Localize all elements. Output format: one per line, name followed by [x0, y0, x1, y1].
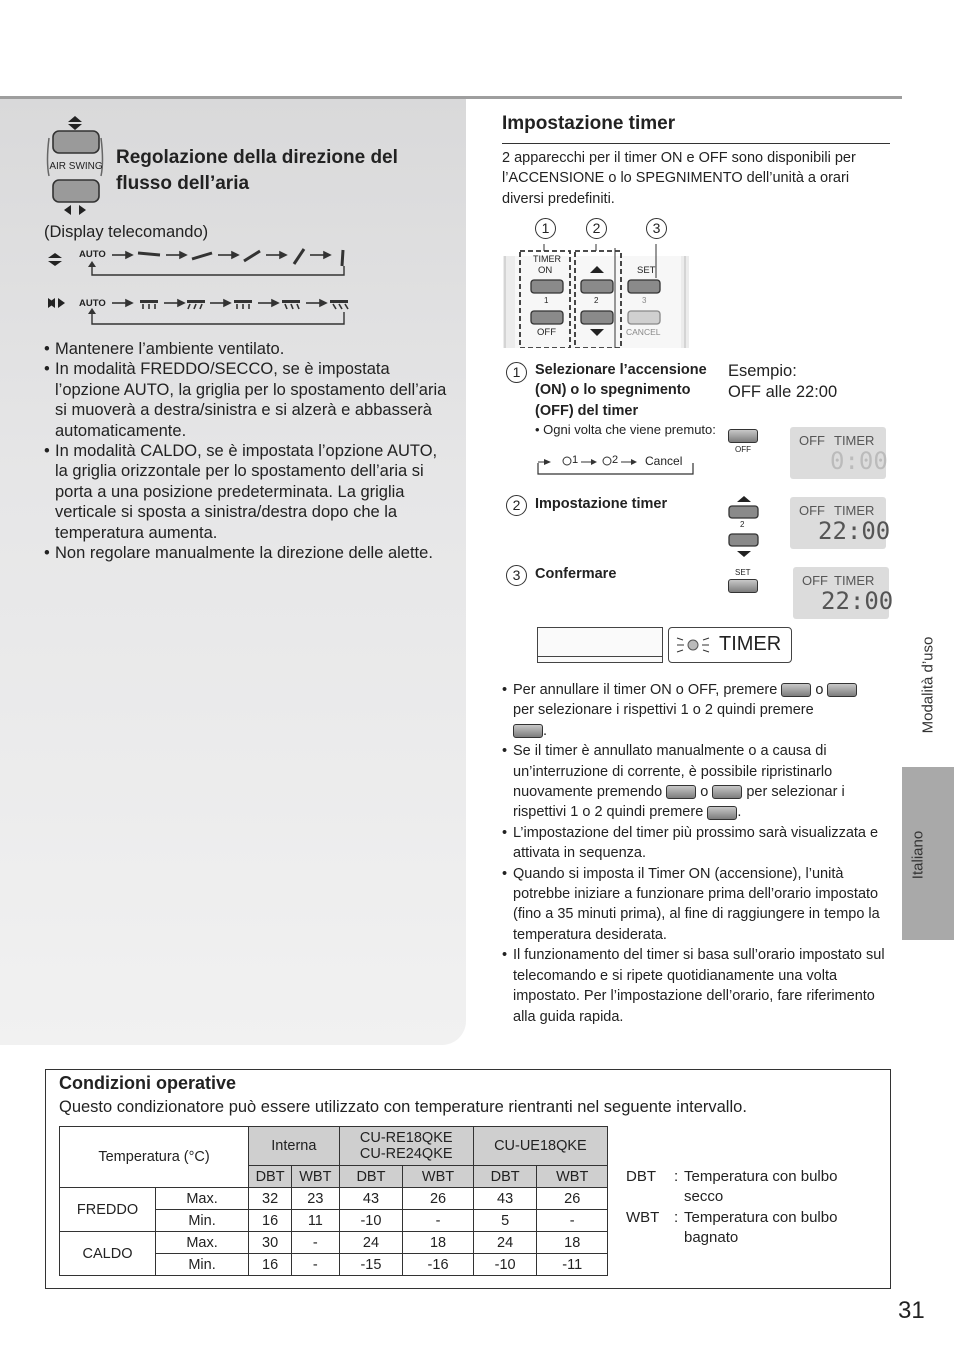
value-cell: 5 — [473, 1210, 537, 1232]
mode-cell: FREDDO — [60, 1188, 156, 1232]
mode-cell: CALDO — [60, 1232, 156, 1276]
value-cell: -11 — [537, 1254, 608, 1276]
up-down-buttons — [728, 494, 760, 560]
value-cell: - — [537, 1210, 608, 1232]
step-1-number: 1 — [506, 362, 527, 383]
remote-2-label: 2 — [594, 296, 599, 305]
value-cell: -16 — [403, 1254, 474, 1276]
set-button-label: SET — [735, 568, 751, 577]
value-cell: - — [292, 1232, 340, 1254]
step-3-number: 3 — [506, 565, 527, 586]
value-cell: 26 — [537, 1188, 608, 1210]
display-label: (Display telecomando) — [44, 223, 209, 241]
note-1: • Per annullare il timer ON o OFF, premere o per selezionare i rispettivi 1 o 2 quindi premere . — [502, 680, 890, 741]
limit-cell: Max. — [156, 1188, 249, 1210]
lcd-off: OFF — [799, 433, 825, 448]
sub-header: DBT — [249, 1166, 292, 1188]
sub-header: WBT — [537, 1166, 608, 1188]
note-3: • L’impostazione del timer più prossimo sarà visualizzata e attivata in sequenza. — [502, 823, 890, 864]
value-cell: 32 — [249, 1188, 292, 1210]
value-cell: 24 — [473, 1232, 537, 1254]
value-cell: 16 — [249, 1254, 292, 1276]
lcd-step3 — [793, 567, 894, 619]
timer-notes — [502, 680, 890, 1027]
on-button-icon — [781, 683, 811, 697]
auto-label-horizontal: AUTO — [79, 298, 106, 309]
air-swing-label: AIR SWING — [49, 161, 103, 172]
timer-indicator — [668, 627, 792, 663]
note-4: • Quando si imposta il Timer ON (accensione), l’unità potrebbe iniziare a funzionare prima dell’orario impostato (fino a 35 minuti prima), al fine di raggiungere in tempo la temperatura desiderata. — [502, 864, 890, 946]
value-cell: - — [403, 1210, 474, 1232]
value-cell: 24 — [339, 1232, 403, 1254]
airflow-bullet: • In modalità CALDO, se è impostata l’opzione AUTO, la griglia orizzontale per lo spostamento dell’aria si porta a una posizione predeterminata. La griglia verticale si sposta a sinistra/destra dopo che la temperatura aumenta. — [44, 441, 454, 543]
group-header: CU-UE18QKE — [473, 1127, 607, 1166]
value-cell: -10 — [339, 1210, 403, 1232]
cycle-1: 1 — [572, 454, 579, 466]
note-5: • Il funzionamento del timer si basa sull’orario impostato sul telecomando e si ripete quotidianamente una volta impostato. Per l’impostazione dell’orario, fare riferimento alla guida rapida. — [502, 945, 890, 1027]
airflow-bullet: • Non regolare manualmente la direzione delle alette. — [44, 543, 454, 563]
lcd-step1 — [790, 427, 886, 479]
lcd-time: 0:00 — [830, 447, 888, 475]
sub-header: WBT — [292, 1166, 340, 1188]
legend — [626, 1167, 876, 1249]
example-value: OFF alle 22:00 — [728, 383, 838, 401]
callout-2: 2 — [586, 218, 607, 239]
value-cell: -10 — [473, 1254, 537, 1276]
sub-header: DBT — [339, 1166, 403, 1188]
conditions-title: Condizioni operative — [59, 1073, 237, 1093]
lcd-off: OFF — [799, 503, 825, 518]
sub-header: WBT — [403, 1166, 474, 1188]
page-number: 31 — [898, 1297, 925, 1324]
up-down-2-label: 2 — [740, 520, 745, 529]
remote-on-label: ON — [538, 265, 553, 276]
lcd-time: 22:00 — [821, 587, 894, 615]
cycle-cancel: Cancel — [645, 454, 683, 468]
airflow-bullet: • In modalità FREDDO/SECCO, se è impostata l’opzione AUTO, la griglia per lo spostamento dell’aria si muoverà a destra/sinistra e si alzerà e abbasserà automaticamente. — [44, 359, 454, 441]
value-cell: 26 — [403, 1188, 474, 1210]
lcd-timer: TIMER — [834, 433, 875, 448]
lcd-off: OFF — [802, 573, 828, 588]
airflow-bullets — [44, 339, 454, 563]
remote-off-label: OFF — [537, 327, 556, 338]
airflow-bullet: • Mantenere l’ambiente ventilato. — [44, 339, 454, 359]
off-button-icon — [827, 683, 857, 697]
callout-1: 1 — [535, 218, 556, 239]
timer-indicator-label: TIMER — [719, 633, 782, 655]
set-button-icon — [728, 579, 758, 593]
cycle-diagram — [535, 450, 705, 480]
value-cell: 18 — [537, 1232, 608, 1254]
lcd-timer: TIMER — [834, 573, 875, 588]
sub-header: DBT — [473, 1166, 537, 1188]
value-cell: 43 — [339, 1188, 403, 1210]
temp-header: Temperatura (°C) — [60, 1127, 249, 1188]
group-header: Interna — [249, 1127, 340, 1166]
step-3-text: Confermare — [535, 566, 617, 582]
step-2-number: 2 — [506, 495, 527, 516]
value-cell: 30 — [249, 1232, 292, 1254]
group-header: CU-RE18QKE CU-RE24QKE — [339, 1127, 473, 1166]
step-2-text: Impostazione timer — [535, 496, 668, 512]
set-button-step3 — [728, 568, 758, 595]
limit-cell: Min. — [156, 1210, 249, 1232]
table-row — [60, 1232, 608, 1254]
conditions-intro: Questo condizionatore può essere utilizzato con temperature rientranti nel seguente intervallo. — [59, 1098, 747, 1116]
value-cell: - — [292, 1254, 340, 1276]
value-cell: 23 — [292, 1188, 340, 1210]
example-label: Esempio: — [728, 362, 797, 380]
remote-control — [503, 238, 690, 348]
step-1-sub: • Ogni volta che viene premuto: — [535, 422, 716, 437]
legend-item: WBT : Temperatura con bulbo bagnato — [626, 1208, 838, 1247]
off-button-label: OFF — [735, 445, 751, 454]
step-1-sub-text: Ogni volta che viene premuto: — [543, 422, 716, 437]
value-cell: -15 — [339, 1254, 403, 1276]
value-cell: 11 — [292, 1210, 340, 1232]
off-button-icon — [728, 429, 758, 443]
remote-set-label: SET — [637, 265, 656, 276]
remote-3-label: 3 — [642, 296, 647, 305]
legend-item: DBT : Temperatura con bulbo secco — [626, 1168, 838, 1206]
auto-label-vertical: AUTO — [79, 249, 106, 260]
indoor-unit — [537, 627, 663, 663]
remote-1-label: 1 — [544, 296, 549, 305]
limit-cell: Max. — [156, 1232, 249, 1254]
cycle-2: 2 — [612, 454, 619, 466]
timer-title-rule — [502, 143, 890, 144]
remote-cancel-label: CANCEL — [626, 327, 661, 337]
limit-cell: Min. — [156, 1254, 249, 1276]
on-button-icon — [666, 785, 696, 799]
vertical-swing-sequence — [44, 244, 364, 330]
lamp-icon — [673, 628, 713, 662]
remote-timer-label: TIMER — [533, 254, 561, 264]
lcd-step2 — [790, 497, 891, 549]
timer-title: Impostazione timer — [502, 113, 676, 134]
value-cell: 16 — [249, 1210, 292, 1232]
remote-illustration — [503, 238, 690, 348]
value-cell: 43 — [473, 1188, 537, 1210]
note-2: • Se il timer è annullato manualmente o a causa di un’interruzione di corrente, è possibile ripristinarlo nuovamente premendo o per selezionar i rispettivi 1 o 2 quindi premere . — [502, 743, 845, 821]
callout-3: 3 — [646, 218, 667, 239]
language-tab: Italiano — [902, 767, 954, 940]
value-cell: 18 — [403, 1232, 474, 1254]
conditions-table — [59, 1126, 608, 1276]
airflow-title: Regolazione della direzione del flusso dell’aria — [116, 147, 398, 194]
off-button-icon — [712, 785, 742, 799]
cancel-button-icon — [513, 724, 543, 738]
table-row — [60, 1188, 608, 1210]
set-button-icon — [707, 806, 737, 820]
side-section-label: Modalità d’uso — [919, 636, 937, 734]
lcd-time: 22:00 — [818, 517, 891, 545]
air-swing-button-graphic — [44, 116, 106, 218]
lcd-timer: TIMER — [834, 503, 875, 518]
timer-intro: 2 apparecchi per il timer ON e OFF sono disponibili per l’ACCENSIONE o lo SPEGNIMENTO dell’unità a orari diversi predefiniti. — [502, 150, 856, 207]
step-1-text: Selezionare l’accensione (ON) o lo spegnimento (OFF) del timer — [535, 362, 707, 419]
off-button-step1 — [728, 427, 758, 454]
